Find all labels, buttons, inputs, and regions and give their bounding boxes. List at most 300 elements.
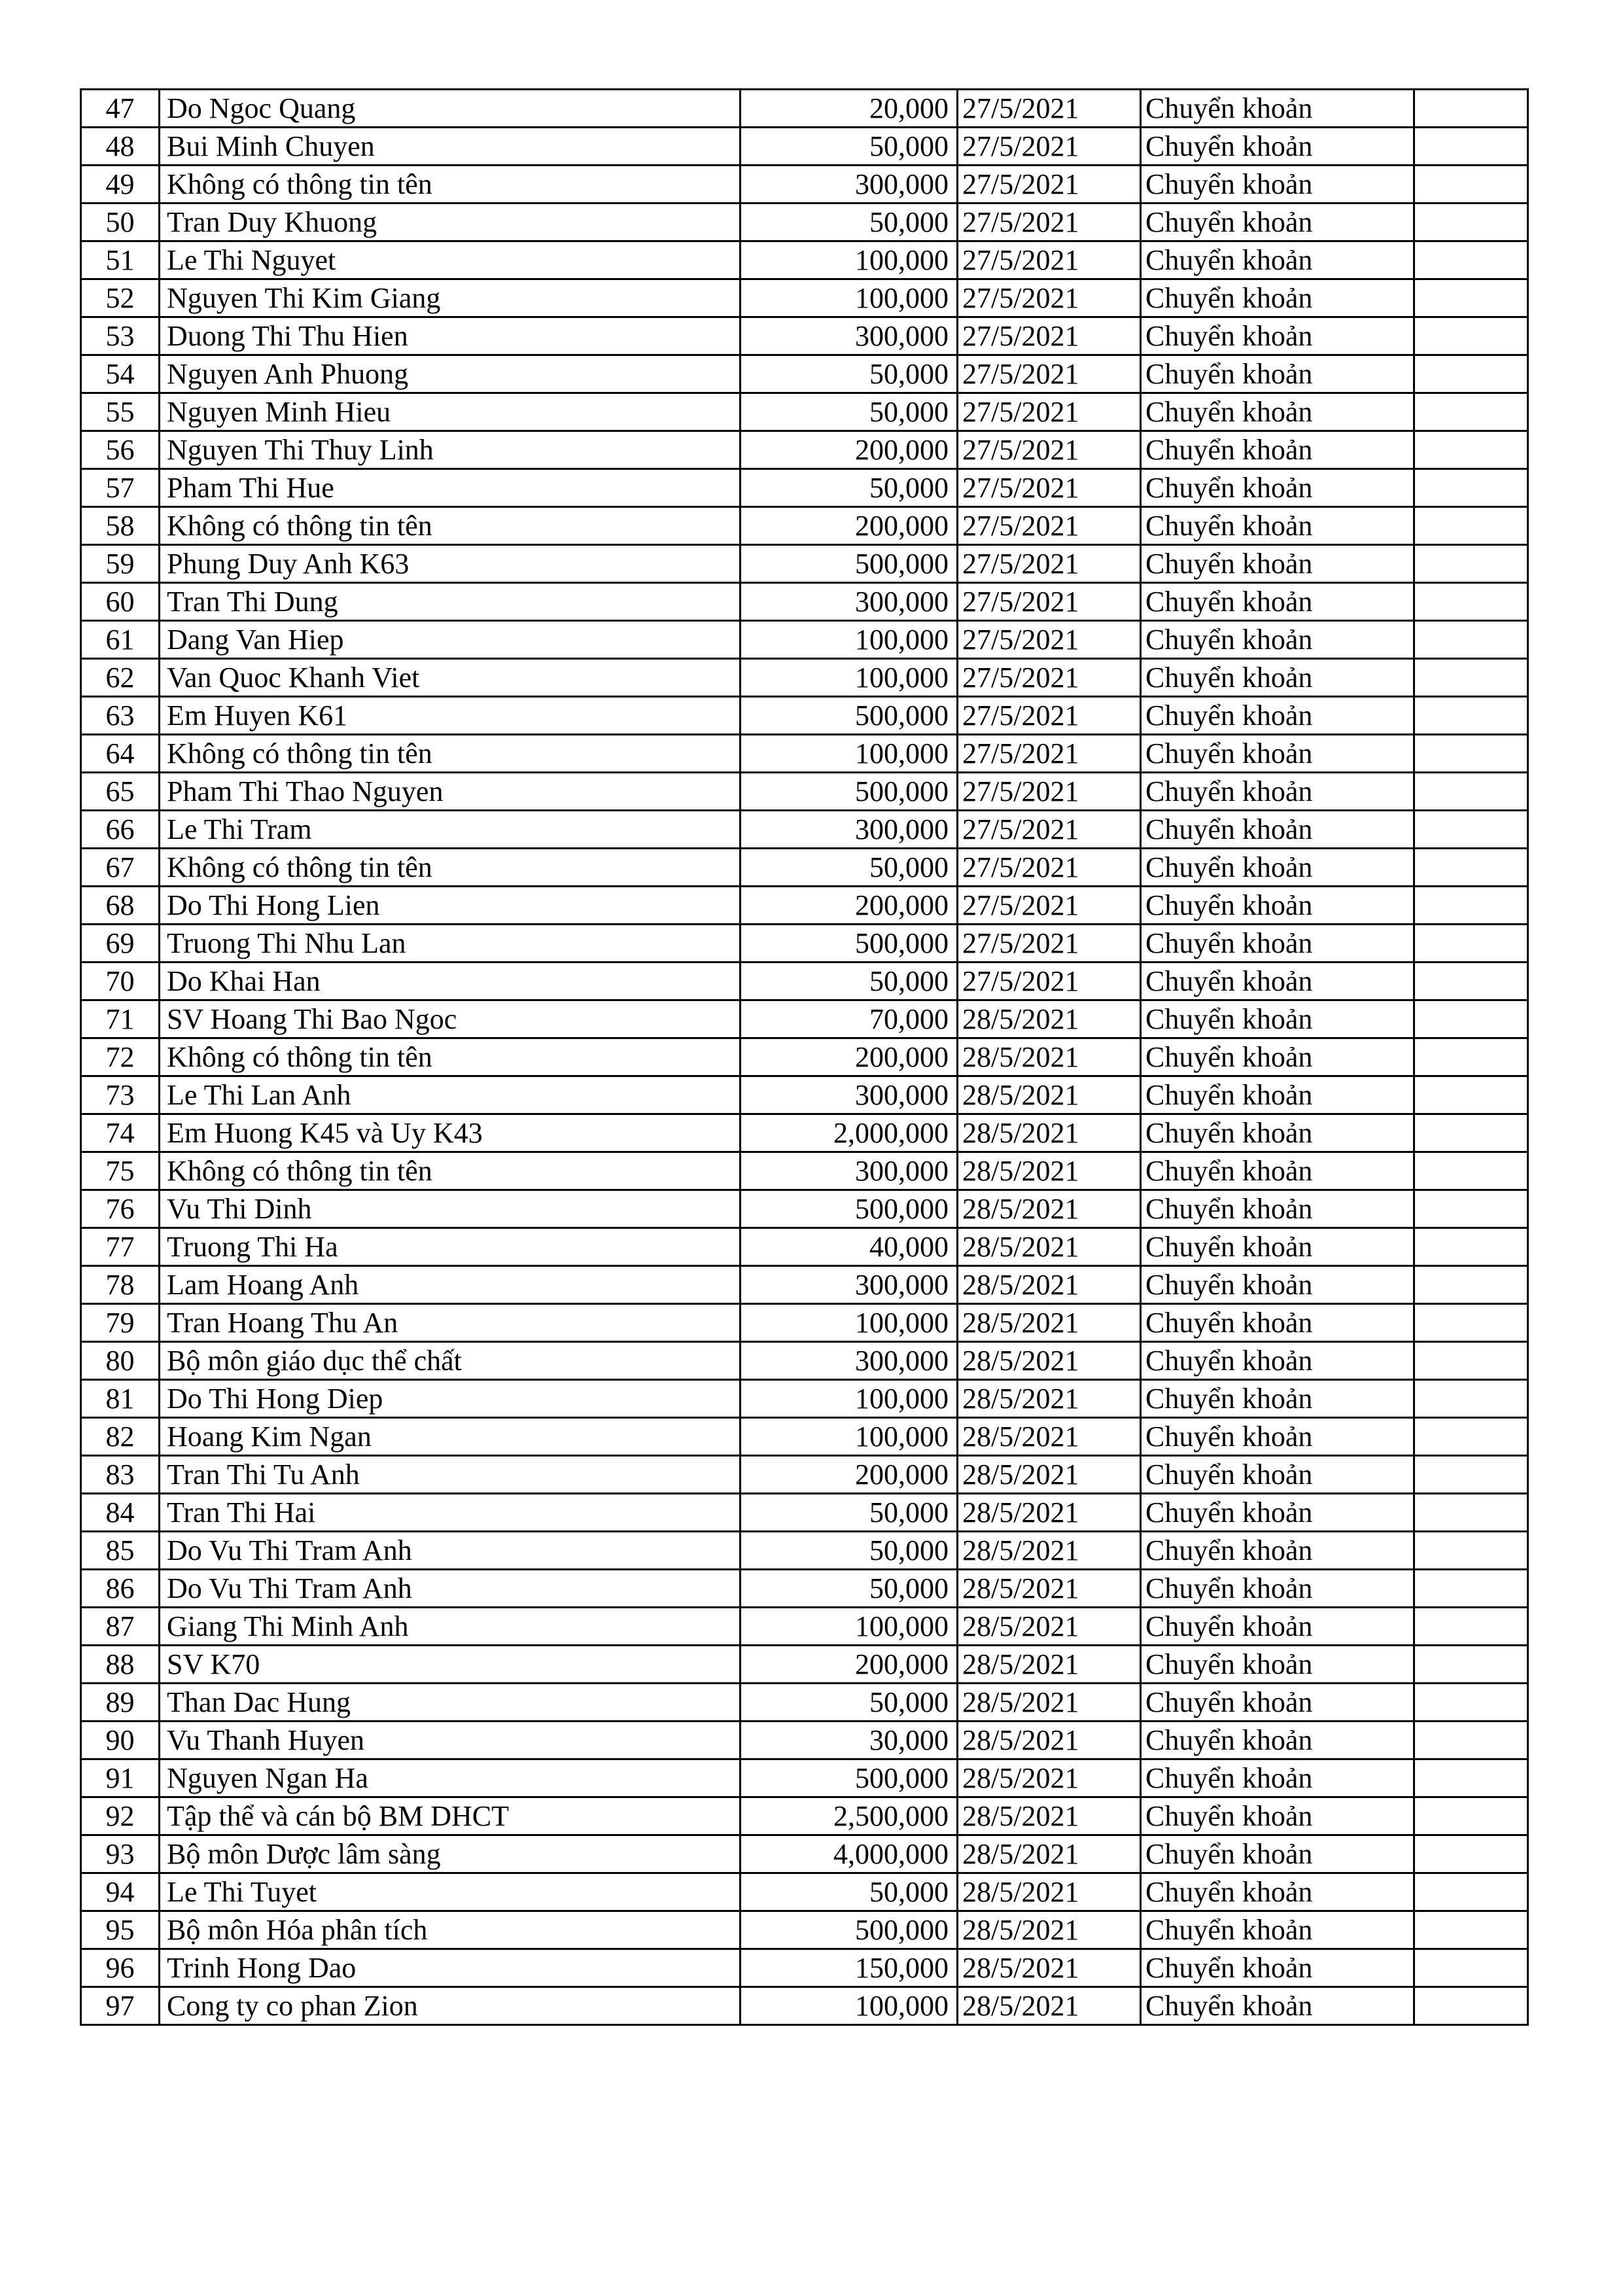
table-row [81,1722,1528,1759]
note-cell [1414,1152,1528,1190]
note-cell [1414,1342,1528,1380]
donation-amount: 200,000 [741,1646,958,1684]
donation-date: 28/5/2021 [958,1911,1141,1949]
table-row [81,1228,1528,1266]
note-cell [1414,925,1528,963]
payment-method: Chuyển khoản [1141,811,1414,849]
note-cell [1414,1076,1528,1114]
donation-amount: 100,000 [741,241,958,279]
donation-date: 28/5/2021 [958,1797,1141,1835]
row-number: 82 [81,1418,160,1456]
table-row [81,203,1528,241]
table-row [81,1873,1528,1911]
note-cell [1414,1038,1528,1076]
row-number: 74 [81,1114,160,1152]
row-number: 88 [81,1646,160,1684]
note-cell [1414,1532,1528,1570]
note-cell [1414,887,1528,925]
table-row [81,1152,1528,1190]
row-number: 78 [81,1266,160,1304]
table-row [81,697,1528,735]
donor-name: Pham Thi Hue [160,469,741,507]
row-number: 51 [81,241,160,279]
note-cell [1414,1949,1528,1987]
donor-name: Bộ môn Hóa phân tích [160,1911,741,1949]
payment-method: Chuyển khoản [1141,1418,1414,1456]
payment-method: Chuyển khoản [1141,241,1414,279]
donation-amount: 300,000 [741,1152,958,1190]
row-number: 80 [81,1342,160,1380]
donation-date: 27/5/2021 [958,166,1141,203]
payment-method: Chuyển khoản [1141,1532,1414,1570]
donation-amount: 2,000,000 [741,1114,958,1152]
donation-table-body [81,90,1528,2025]
donation-date: 28/5/2021 [958,1494,1141,1532]
table-row [81,1000,1528,1038]
note-cell [1414,1114,1528,1152]
donation-date: 27/5/2021 [958,241,1141,279]
payment-method: Chuyển khoản [1141,545,1414,583]
note-cell [1414,166,1528,203]
table-row [81,1911,1528,1949]
row-number: 70 [81,963,160,1000]
donor-name: Em Huyen K61 [160,697,741,735]
payment-method: Chuyển khoản [1141,1114,1414,1152]
donation-amount: 30,000 [741,1722,958,1759]
payment-method: Chuyển khoản [1141,1759,1414,1797]
payment-method: Chuyển khoản [1141,166,1414,203]
table-row [81,1456,1528,1494]
donor-name: Không có thông tin tên [160,849,741,887]
donation-date: 28/5/2021 [958,1152,1141,1190]
donor-name: Le Thi Lan Anh [160,1076,741,1114]
payment-method: Chuyển khoản [1141,1190,1414,1228]
donation-date: 28/5/2021 [958,1456,1141,1494]
donor-name: Duong Thi Thu Hien [160,317,741,355]
donor-name: Lam Hoang Anh [160,1266,741,1304]
row-number: 57 [81,469,160,507]
donor-name: Do Vu Thi Tram Anh [160,1532,741,1570]
row-number: 50 [81,203,160,241]
payment-method: Chuyển khoản [1141,1266,1414,1304]
donation-date: 27/5/2021 [958,773,1141,811]
donation-date: 27/5/2021 [958,128,1141,166]
donor-name: Em Huong K45 và Uy K43 [160,1114,741,1152]
payment-method: Chuyển khoản [1141,1873,1414,1911]
donor-name: Vu Thanh Huyen [160,1722,741,1759]
donation-date: 27/5/2021 [958,621,1141,659]
row-number: 91 [81,1759,160,1797]
note-cell [1414,1266,1528,1304]
donor-name: SV Hoang Thi Bao Ngoc [160,1000,741,1038]
donation-amount: 50,000 [741,1494,958,1532]
table-row [81,1304,1528,1342]
donor-name: Nguyen Anh Phuong [160,355,741,393]
payment-method: Chuyển khoản [1141,963,1414,1000]
donor-name: Do Thi Hong Diep [160,1380,741,1418]
donor-name: Cong ty co phan Zion [160,1987,741,2025]
donor-name: Tran Thi Tu Anh [160,1456,741,1494]
table-row [81,1532,1528,1570]
donation-amount: 70,000 [741,1000,958,1038]
donor-name: Phung Duy Anh K63 [160,545,741,583]
table-row [81,545,1528,583]
donation-date: 28/5/2021 [958,1722,1141,1759]
donation-amount: 50,000 [741,1532,958,1570]
donor-name: SV K70 [160,1646,741,1684]
donation-date: 28/5/2021 [958,1949,1141,1987]
donation-amount: 4,000,000 [741,1835,958,1873]
row-number: 56 [81,431,160,469]
donation-date: 27/5/2021 [958,355,1141,393]
payment-method: Chuyển khoản [1141,431,1414,469]
row-number: 60 [81,583,160,621]
donation-amount: 40,000 [741,1228,958,1266]
payment-method: Chuyển khoản [1141,1152,1414,1190]
donation-amount: 100,000 [741,735,958,773]
table-row [81,469,1528,507]
donation-amount: 100,000 [741,621,958,659]
row-number: 52 [81,279,160,317]
donation-amount: 100,000 [741,1987,958,2025]
note-cell [1414,545,1528,583]
note-cell [1414,507,1528,545]
donation-amount: 500,000 [741,545,958,583]
note-cell [1414,1570,1528,1608]
note-cell [1414,811,1528,849]
row-number: 94 [81,1873,160,1911]
table-row [81,507,1528,545]
payment-method: Chuyển khoản [1141,1684,1414,1722]
table-row [81,1342,1528,1380]
note-cell [1414,583,1528,621]
note-cell [1414,697,1528,735]
donation-amount: 100,000 [741,1380,958,1418]
donor-name: Nguyen Thi Thuy Linh [160,431,741,469]
donation-amount: 150,000 [741,1949,958,1987]
donor-name: Tran Thi Hai [160,1494,741,1532]
payment-method: Chuyển khoản [1141,279,1414,317]
row-number: 97 [81,1987,160,2025]
row-number: 66 [81,811,160,849]
donor-name: Pham Thi Thao Nguyen [160,773,741,811]
note-cell [1414,1000,1528,1038]
donation-date: 28/5/2021 [958,1190,1141,1228]
note-cell [1414,1722,1528,1759]
donor-name: Van Quoc Khanh Viet [160,659,741,697]
donation-amount: 200,000 [741,1456,958,1494]
note-cell [1414,1380,1528,1418]
donation-amount: 20,000 [741,90,958,128]
row-number: 96 [81,1949,160,1987]
donor-name: Do Ngoc Quang [160,90,741,128]
row-number: 76 [81,1190,160,1228]
donation-amount: 200,000 [741,431,958,469]
donation-date: 28/5/2021 [958,1570,1141,1608]
table-row [81,1114,1528,1152]
donor-name: Bộ môn giáo dục thể chất [160,1342,741,1380]
row-number: 67 [81,849,160,887]
note-cell [1414,393,1528,431]
payment-method: Chuyển khoản [1141,469,1414,507]
note-cell [1414,963,1528,1000]
payment-method: Chuyển khoản [1141,1722,1414,1759]
row-number: 87 [81,1608,160,1646]
donor-name: Hoang Kim Ngan [160,1418,741,1456]
donation-amount: 300,000 [741,1076,958,1114]
donation-date: 28/5/2021 [958,1038,1141,1076]
table-row [81,1835,1528,1873]
note-cell [1414,1797,1528,1835]
table-row [81,90,1528,128]
row-number: 59 [81,545,160,583]
table-row [81,393,1528,431]
donation-date: 27/5/2021 [958,887,1141,925]
donation-date: 27/5/2021 [958,849,1141,887]
row-number: 92 [81,1797,160,1835]
donation-amount: 100,000 [741,1418,958,1456]
payment-method: Chuyển khoản [1141,1646,1414,1684]
table-row [81,659,1528,697]
donation-date: 28/5/2021 [958,1646,1141,1684]
donor-name: Tran Hoang Thu An [160,1304,741,1342]
donor-name: Trinh Hong Dao [160,1949,741,1987]
note-cell [1414,1646,1528,1684]
donation-amount: 50,000 [741,393,958,431]
note-cell [1414,1190,1528,1228]
note-cell [1414,1228,1528,1266]
payment-method: Chuyển khoản [1141,393,1414,431]
donor-name: Vu Thi Dinh [160,1190,741,1228]
payment-method: Chuyển khoản [1141,1494,1414,1532]
donation-amount: 100,000 [741,1608,958,1646]
table-row [81,241,1528,279]
donor-name: Than Dac Hung [160,1684,741,1722]
row-number: 95 [81,1911,160,1949]
row-number: 53 [81,317,160,355]
payment-method: Chuyển khoản [1141,1000,1414,1038]
note-cell [1414,1608,1528,1646]
note-cell [1414,773,1528,811]
row-number: 90 [81,1722,160,1759]
donation-amount: 50,000 [741,963,958,1000]
donation-amount: 300,000 [741,811,958,849]
row-number: 89 [81,1684,160,1722]
table-row [81,1684,1528,1722]
row-number: 55 [81,393,160,431]
donation-amount: 50,000 [741,469,958,507]
donation-date: 28/5/2021 [958,1076,1141,1114]
table-row [81,355,1528,393]
donation-amount: 100,000 [741,1304,958,1342]
table-row [81,1266,1528,1304]
payment-method: Chuyển khoản [1141,925,1414,963]
payment-method: Chuyển khoản [1141,1076,1414,1114]
payment-method: Chuyển khoản [1141,697,1414,735]
table-row [81,279,1528,317]
donation-date: 27/5/2021 [958,659,1141,697]
row-number: 62 [81,659,160,697]
donation-amount: 300,000 [741,317,958,355]
table-row [81,1570,1528,1608]
table-row [81,1987,1528,2025]
note-cell [1414,469,1528,507]
row-number: 63 [81,697,160,735]
donation-table [80,88,1529,2026]
donor-name: Truong Thi Nhu Lan [160,925,741,963]
donation-date: 27/5/2021 [958,431,1141,469]
donation-date: 27/5/2021 [958,811,1141,849]
table-row [81,1418,1528,1456]
donor-name: Không có thông tin tên [160,1152,741,1190]
donor-name: Không có thông tin tên [160,166,741,203]
table-row [81,166,1528,203]
donation-amount: 500,000 [741,697,958,735]
donation-amount: 500,000 [741,925,958,963]
donation-amount: 100,000 [741,659,958,697]
row-number: 47 [81,90,160,128]
payment-method: Chuyển khoản [1141,849,1414,887]
donor-name: Nguyen Thi Kim Giang [160,279,741,317]
table-row [81,1190,1528,1228]
table-row [81,849,1528,887]
donation-amount: 200,000 [741,507,958,545]
donor-name: Do Thi Hong Lien [160,887,741,925]
table-row [81,1494,1528,1532]
row-number: 48 [81,128,160,166]
donation-date: 27/5/2021 [958,203,1141,241]
payment-method: Chuyển khoản [1141,1949,1414,1987]
donation-amount: 100,000 [741,279,958,317]
table-row [81,1076,1528,1114]
donation-date: 28/5/2021 [958,1114,1141,1152]
row-number: 69 [81,925,160,963]
donation-date: 27/5/2021 [958,469,1141,507]
donor-name: Bộ môn Dược lâm sàng [160,1835,741,1873]
note-cell [1414,241,1528,279]
donor-name: Tran Duy Khuong [160,203,741,241]
donation-date: 27/5/2021 [958,507,1141,545]
row-number: 71 [81,1000,160,1038]
payment-method: Chuyển khoản [1141,1608,1414,1646]
table-row [81,317,1528,355]
row-number: 75 [81,1152,160,1190]
table-row [81,1949,1528,1987]
note-cell [1414,1304,1528,1342]
donation-date: 27/5/2021 [958,583,1141,621]
donation-amount: 500,000 [741,1759,958,1797]
row-number: 84 [81,1494,160,1532]
table-row [81,1608,1528,1646]
note-cell [1414,659,1528,697]
row-number: 54 [81,355,160,393]
donor-name: Nguyen Minh Hieu [160,393,741,431]
donor-name: Giang Thi Minh Anh [160,1608,741,1646]
donor-name: Le Thi Tram [160,811,741,849]
donation-date: 28/5/2021 [958,1835,1141,1873]
note-cell [1414,1911,1528,1949]
payment-method: Chuyển khoản [1141,1835,1414,1873]
payment-method: Chuyển khoản [1141,1342,1414,1380]
payment-method: Chuyển khoản [1141,1228,1414,1266]
donation-date: 28/5/2021 [958,1418,1141,1456]
donor-name: Không có thông tin tên [160,735,741,773]
donation-amount: 300,000 [741,1266,958,1304]
donation-amount: 300,000 [741,166,958,203]
note-cell [1414,279,1528,317]
donation-amount: 300,000 [741,583,958,621]
payment-method: Chuyển khoản [1141,583,1414,621]
donation-date: 28/5/2021 [958,1873,1141,1911]
donation-date: 28/5/2021 [958,1342,1141,1380]
donation-date: 28/5/2021 [958,1532,1141,1570]
donation-amount: 500,000 [741,1911,958,1949]
row-number: 72 [81,1038,160,1076]
note-cell [1414,1987,1528,2025]
donation-date: 28/5/2021 [958,1304,1141,1342]
donation-date: 27/5/2021 [958,545,1141,583]
payment-method: Chuyển khoản [1141,317,1414,355]
donation-amount: 2,500,000 [741,1797,958,1835]
donation-date: 28/5/2021 [958,1380,1141,1418]
row-number: 65 [81,773,160,811]
row-number: 61 [81,621,160,659]
table-row [81,963,1528,1000]
donation-date: 28/5/2021 [958,1608,1141,1646]
donation-amount: 50,000 [741,849,958,887]
row-number: 86 [81,1570,160,1608]
payment-method: Chuyển khoản [1141,621,1414,659]
donation-amount: 500,000 [741,773,958,811]
donation-amount: 50,000 [741,128,958,166]
note-cell [1414,431,1528,469]
row-number: 58 [81,507,160,545]
row-number: 73 [81,1076,160,1114]
donation-date: 27/5/2021 [958,90,1141,128]
donor-name: Không có thông tin tên [160,1038,741,1076]
donor-name: Tập thể và cán bộ BM DHCT [160,1797,741,1835]
donor-name: Do Vu Thi Tram Anh [160,1570,741,1608]
payment-method: Chuyển khoản [1141,1570,1414,1608]
payment-method: Chuyển khoản [1141,735,1414,773]
table-row [81,621,1528,659]
payment-method: Chuyển khoản [1141,90,1414,128]
donation-date: 27/5/2021 [958,697,1141,735]
note-cell [1414,1684,1528,1722]
table-row [81,583,1528,621]
table-row [81,887,1528,925]
donation-date: 27/5/2021 [958,393,1141,431]
row-number: 64 [81,735,160,773]
payment-method: Chuyển khoản [1141,128,1414,166]
note-cell [1414,355,1528,393]
donor-name: Nguyen Ngan Ha [160,1759,741,1797]
donor-name: Le Thi Tuyet [160,1873,741,1911]
donation-amount: 50,000 [741,1684,958,1722]
donation-amount: 50,000 [741,203,958,241]
payment-method: Chuyển khoản [1141,1304,1414,1342]
donation-amount: 50,000 [741,1873,958,1911]
row-number: 85 [81,1532,160,1570]
row-number: 83 [81,1456,160,1494]
table-row [81,431,1528,469]
payment-method: Chuyển khoản [1141,1987,1414,2025]
row-number: 81 [81,1380,160,1418]
donation-amount: 500,000 [741,1190,958,1228]
row-number: 68 [81,887,160,925]
note-cell [1414,1456,1528,1494]
donation-amount: 200,000 [741,887,958,925]
